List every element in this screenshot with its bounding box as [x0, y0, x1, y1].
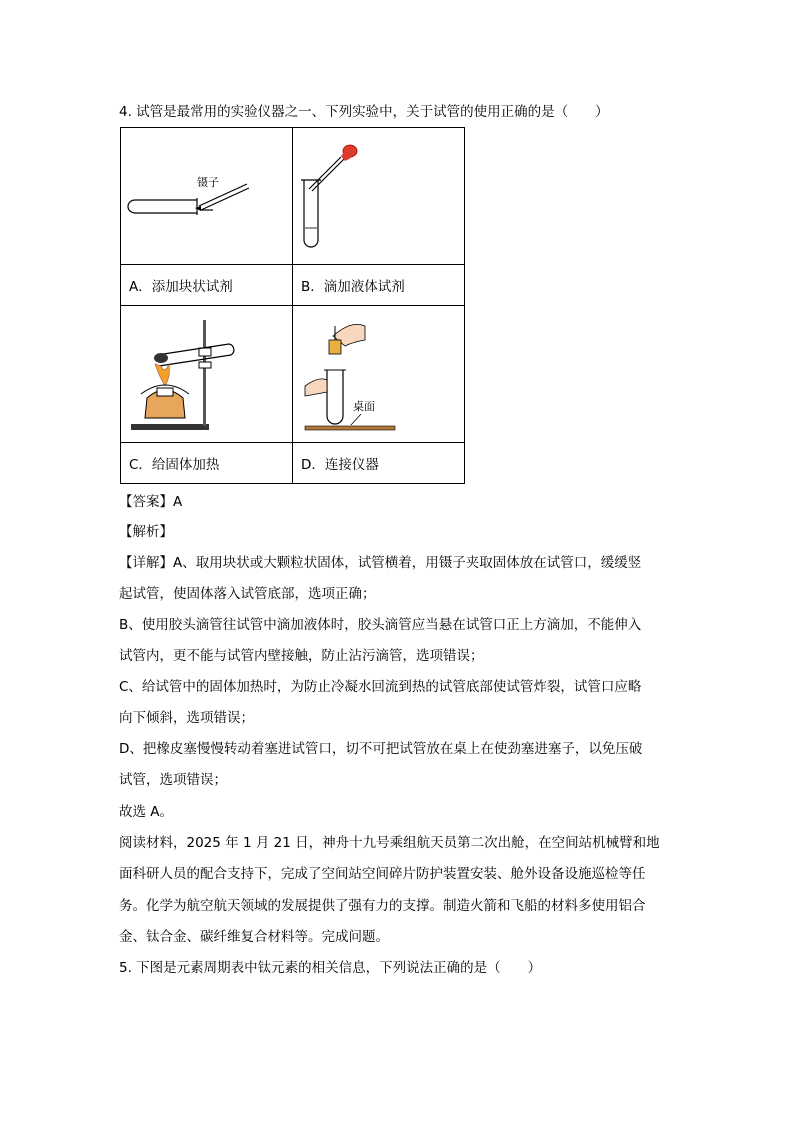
detail-line: 试管，选项错误； — [119, 772, 227, 788]
tweezers-label: 镊子 — [197, 176, 219, 189]
option-b-label: B．滴加液体试剂 — [293, 265, 465, 306]
question-5-stem: 5. 下图是元素周期表中钛元素的相关信息，下列说法正确的是（ ） — [119, 960, 542, 976]
option-c-figure — [121, 306, 293, 443]
option-a-figure — [121, 128, 293, 265]
reading-line: 阅读材料，2025 年 1 月 21 日，神舟十九号乘组航天员第二次出舱，在空间站机械臂和地 — [119, 835, 660, 851]
detail-line: B、使用胶头滴管往试管中滴加液体时，胶头滴管应当悬在试管口正上方滴加，不能伸入 — [119, 617, 642, 633]
reading-line: 面科研人员的配合支持下，完成了空间站空间碎片防护装置安装、舱外设备设施巡检等任 — [119, 866, 646, 882]
option-d-figure — [293, 306, 465, 443]
detail-line: D、把橡皮塞慢慢转动着塞进试管口，切不可把试管放在桌上在使劲塞进塞子，以免压破 — [119, 741, 643, 757]
option-b-figure — [293, 128, 465, 265]
answer: 【答案】A — [119, 494, 183, 510]
connecting-apparatus-illustration — [293, 306, 456, 442]
detail-line: 试管内，更不能与试管内壁接触，防止沾污滴管，选项错误； — [119, 648, 484, 664]
detail-line: 向下倾斜，选项错误； — [119, 710, 254, 726]
option-d-label: D．连接仪器 — [293, 443, 465, 484]
question-4-stem: 4. 试管是最常用的实验仪器之一、下列实验中，关于试管的使用正确的是（ ） — [119, 104, 609, 120]
detail-line: 【详解】A、取用块状或大颗粒状固体，试管横着，用镊子夹取固体放在试管口，缓缓竖 — [119, 555, 642, 571]
dropper-test-tube-illustration — [293, 128, 456, 264]
table-label: 桌面 — [353, 400, 375, 413]
option-c-label: C．给固体加热 — [121, 443, 293, 484]
detail-line: 起试管，使固体落入试管底部，选项正确； — [119, 586, 376, 602]
reading-line: 务。化学为航空航天领域的发展提供了强有力的支撑。制造火箭和飞船的材料多使用铝合 — [119, 898, 646, 914]
heating-apparatus-illustration — [121, 306, 284, 442]
reading-line: 金、钛合金、碳纤维复合材料等。完成问题。 — [119, 929, 389, 945]
options-table — [120, 127, 465, 484]
option-a-label: A．添加块状试剂 — [121, 265, 293, 306]
analysis-title: 【解析】 — [119, 524, 173, 540]
detail-line: C、给试管中的固体加热时，为防止冷凝水回流到热的试管底部使试管炸裂，试管口应略 — [119, 679, 642, 695]
conclusion: 故选 A。 — [119, 804, 174, 820]
tweezers-test-tube-illustration — [121, 128, 284, 264]
